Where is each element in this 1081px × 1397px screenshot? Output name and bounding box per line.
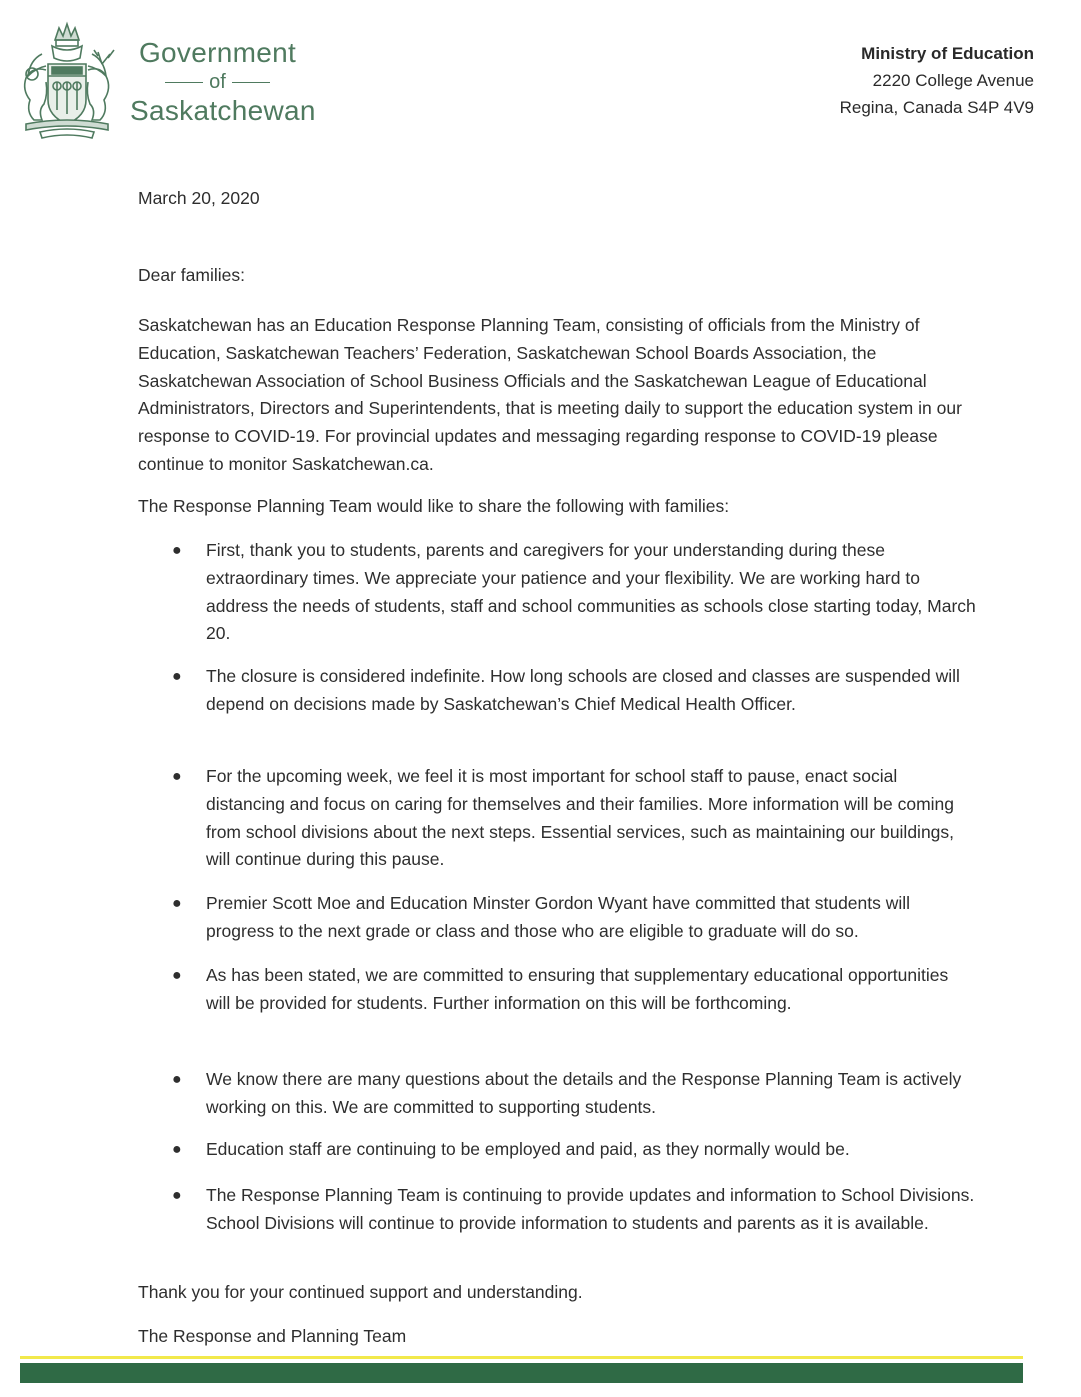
wordmark-line-saskatchewan: Saskatchewan [130,95,316,126]
list-item [138,1136,978,1164]
ministry-street: 2220 College Avenue [872,71,1034,90]
ministry-city: Regina, Canada S4P 4V9 [839,98,1034,117]
letter-date: March 20, 2020 [138,188,260,208]
ministry-name: Ministry of Education [861,44,1034,63]
bullet-dot-icon: ● [172,542,182,559]
list-item-text: The closure is considered indefinite. How long schools are closed and classes are suspended will depend on decisions made by Saskatchewan’s Chief Medical Health Officer. [206,666,960,714]
bullet-dot-icon: ● [172,1141,182,1158]
letter-closing: Thank you for your continued support and understanding. [138,1282,583,1302]
wordmark-line-government: Government [138,37,297,68]
letter-intro-paragraph: Saskatchewan has an Education Response Planning Team, consisting of officials from the Ministry of Education, Saskatchewan Teachers’ Federation, Saskatchewan School Boards Association, the Saskatchewan Association of School Business Officials and the Saskatchewan League of Educational Administrators, Directors and Superintendents, that is meeting daily to support the education system in our response to COVID-19. For provincial updates and messaging regarding response to COVID-19 please continue to monitor Saskatchewan.ca. [138,315,962,474]
list-item-text: The Response Planning Team is continuing to provide updates and information to School Divisions. School Divisions will continue to provide information to students and parents as it is available. [206,1185,975,1233]
wordmark-rule-left [165,82,203,83]
list-item [138,663,978,719]
bullet-dot-icon: ● [172,1071,182,1088]
wordmark-of-text: of [209,71,226,93]
bullet-dot-icon: ● [172,967,182,984]
list-item-text: For the upcoming week, we feel it is most important for school staff to pause, enact social distancing and focus on caring for themselves and their families. More information will be coming from school divisions about the next steps. Essential services, such as maintaining our buildings, will continue during this pause. [206,766,955,870]
list-item [138,890,978,946]
wordmark-line-of [130,70,305,94]
list-item-text: Premier Scott Moe and Education Minster Gordon Wyant have committed that students will progress to the next grade or class and those who are eligible to graduate will do so. [206,893,911,941]
list-item-text: As has been stated, we are committed to ensuring that supplementary educational opportunities will be provided for students. Further information on this will be forthcoming. [206,965,949,1013]
list-item [138,537,978,648]
letter-lead-in: The Response Planning Team would like to share the following with families: [138,496,730,516]
saskatchewan-coat-of-arms-icon [12,20,122,142]
government-wordmark [130,36,316,128]
list-item [138,763,978,874]
bullet-dot-icon: ● [172,1187,182,1204]
wordmark-rule-right [232,82,270,83]
letter-signature: The Response and Planning Team [138,1326,407,1346]
footer-green-stripe [20,1363,1023,1383]
letter-salutation: Dear families: [138,265,245,285]
list-item [138,1066,978,1122]
list-item-text: First, thank you to students, parents and caregivers for your understanding during these extraordinary times. We appreciate your patience and your flexibility. We are working hard to address the needs of students, staff and school communities as schools close starting today, March 20. [206,540,976,644]
bullet-dot-icon: ● [172,768,182,785]
list-item [138,962,978,1018]
list-item [138,1182,978,1238]
ministry-address-block [840,40,1034,121]
bullet-dot-icon: ● [172,895,182,912]
footer-accent-bar [20,1356,1023,1383]
list-item-text: Education staff are continuing to be employed and paid, as they normally would be. [206,1139,850,1159]
bullet-dot-icon: ● [172,668,182,685]
list-item-text: We know there are many questions about the details and the Response Planning Team is actively working on this. We are committed to supporting students. [206,1069,962,1117]
